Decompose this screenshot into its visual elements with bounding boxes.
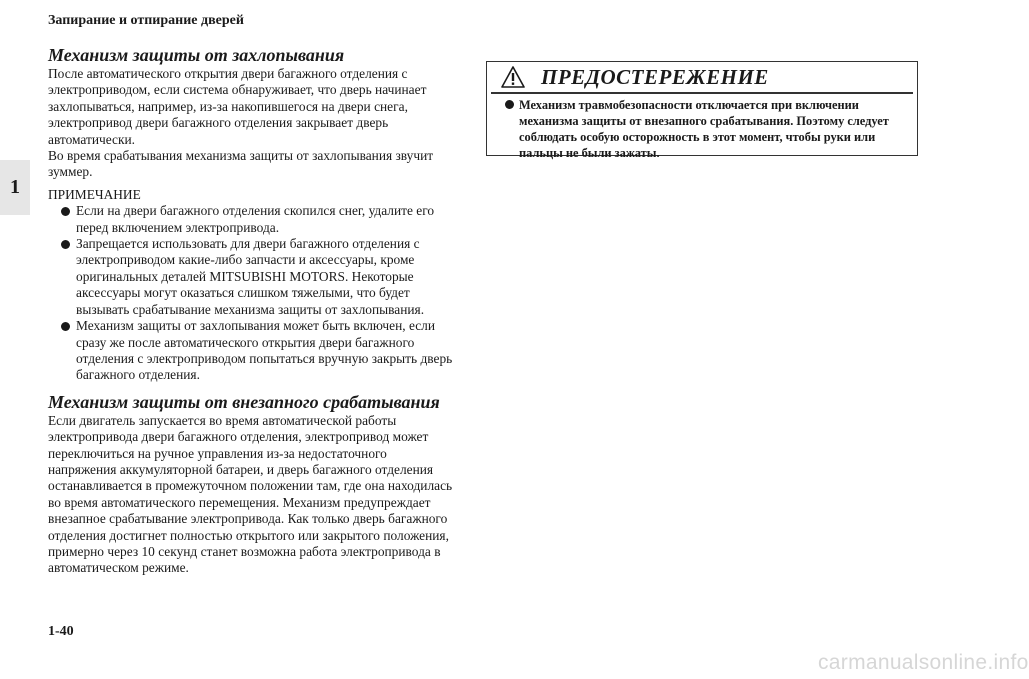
note-item: [48, 203, 456, 236]
chapter-tab: [0, 160, 30, 215]
section-heading-sudden-activation: Механизм защиты от внезапного срабатывания: [48, 391, 440, 412]
page-number: 1-40: [48, 624, 74, 639]
warning-divider: [491, 92, 913, 94]
section-paragraph: Во время срабатывания механизма защиты от захлопывания звучит зуммер.: [48, 148, 434, 180]
warning-text: Механизм травмобезопасности отключается при включении механизма защиты от внезапного срабатывания. Поэтому следует соблюдать особую осторожность в этот момент, чтобы руки или пальцы не были зажаты.: [519, 97, 889, 161]
warning-triangle-icon: [501, 66, 525, 88]
note-text: Запрещается использовать для двери багажного отделения с электроприводом какие-либо запчасти и аксессуары, кроме оригинальных деталей MITSUBISHI MOTORS. Некоторые аксессуары могут оказаться слишком тяжелыми, что будет вызывать срабатывание механизма защиты от захлопывания.: [76, 236, 425, 317]
section-paragraph: После автоматического открытия двери багажного отделения с электроприводом, если система обнаруживает, что дверь начинает захлопываться, например, из-за накопившегося на двери снега, электропривод двери багажного отделения закрывает дверь автоматически.: [48, 66, 427, 147]
page-header-title: Запирание и отпирание дверей: [48, 13, 244, 28]
warning-title: ПРЕДОСТЕРЕЖЕНИЕ: [541, 64, 769, 89]
note-text: Если на двери багажного отделения скопился снег, удалите его перед включением электропривода.: [76, 203, 435, 235]
warning-box: [486, 61, 918, 161]
bullet-icon: [61, 207, 70, 216]
note-item: [48, 236, 456, 318]
section-paragraph: Если двигатель запускается во время автоматической работы электропривода двери багажного отделения, электропривод может переключиться на ручное управления из-за недостаточного напряжения аккумуляторной батареи, и дверь багажного отделения останавливается в промежуточном положении там, где она находилась во время автоматического перемещения. Механизм предупреждает внезапное срабатывание электропривода. Как только дверь багажного отделения достигнет полностью открытого или закрытого положения, примерно через 10 секунд станет возможна работа электропривода в автоматическом режиме.: [48, 412, 453, 576]
section-heading-anti-slam: Механизм защиты от захлопывания: [48, 45, 345, 65]
note-text: Механизм защиты от захлопывания может быть включен, если сразу же после автоматического открытия двери багажного отделения с электроприводом попытаться вручную закрыть дверь багажного отделения.: [76, 318, 453, 383]
chapter-tab-label: 1: [10, 176, 20, 198]
bullet-icon: [61, 322, 70, 331]
note-label: ПРИМЕЧАНИЕ: [48, 186, 141, 202]
bullet-icon: [505, 100, 514, 109]
warning-header: [487, 62, 917, 92]
warning-item: [487, 97, 917, 162]
bullet-icon: [61, 240, 70, 249]
note-item: [48, 318, 456, 384]
main-column: [48, 44, 456, 577]
watermark: carmanualsonline.info: [818, 651, 1029, 674]
note-list: [48, 203, 456, 383]
